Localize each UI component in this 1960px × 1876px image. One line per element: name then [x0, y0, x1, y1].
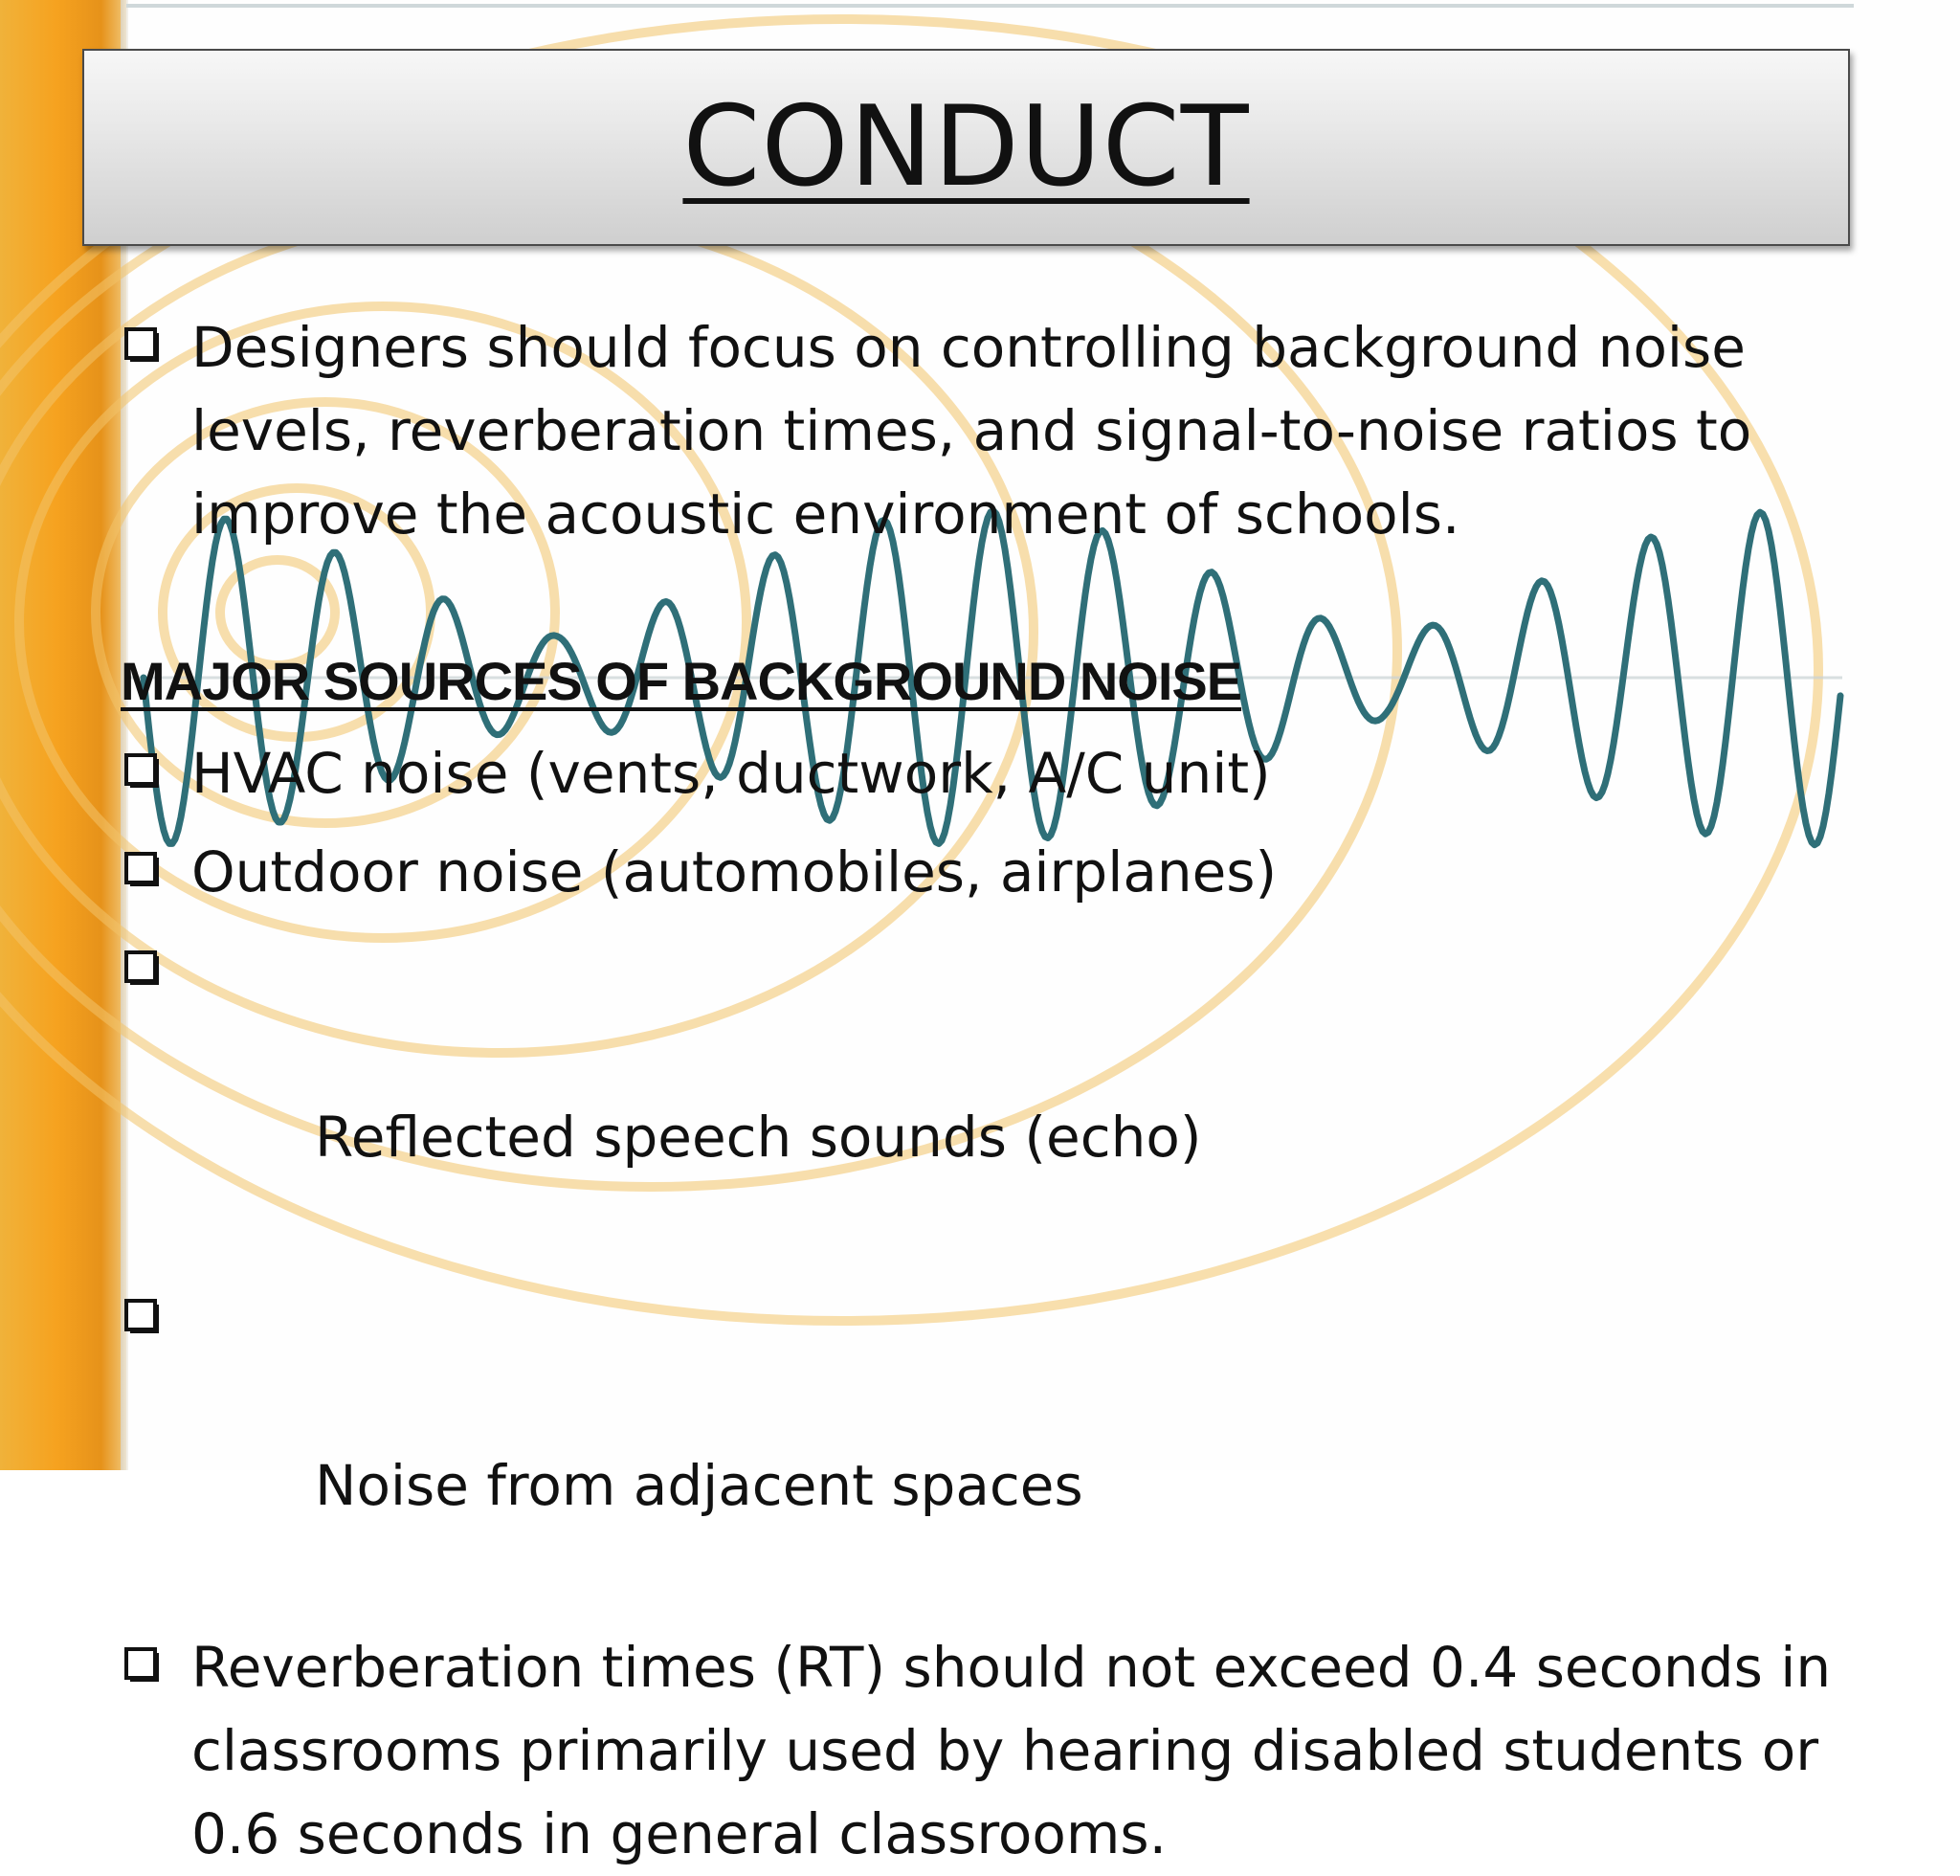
source-item — [121, 929, 1920, 1262]
checkbox-icon — [124, 1647, 163, 1686]
slide-body — [121, 306, 1920, 1876]
rt-note-item — [121, 1626, 1920, 1876]
source-item — [121, 732, 1920, 815]
slide-title: CONDUCT — [682, 82, 1250, 212]
intro-text: Designers should focus on controlling background noise levels, reverberation times, and signal-to-noise ratios to improve the acoustic environment of schools. — [191, 315, 1752, 547]
sources-heading: MAJOR SOURCES OF BACKGROUND NOISE — [121, 651, 1242, 711]
checkbox-icon — [124, 852, 163, 890]
source-item — [121, 831, 1920, 914]
source-item — [121, 1278, 1920, 1611]
intro-item — [121, 306, 1920, 556]
source-text: Outdoor noise (automobiles, airplanes) — [191, 839, 1278, 904]
rt-note-text: Reverberation times (RT) should not exceed 0.4 seconds in classrooms primarily used by hearing disabled students or 0.6 seconds in general classrooms. — [191, 1635, 1832, 1866]
source-text: Reflected speech sounds (echo) — [297, 1105, 1202, 1170]
checkbox-icon — [124, 950, 163, 989]
checkbox-icon — [124, 1299, 163, 1337]
source-text: Noise from adjacent spaces — [297, 1453, 1083, 1518]
title-box — [82, 49, 1850, 246]
checkbox-icon — [124, 327, 163, 366]
checkbox-icon — [124, 753, 163, 792]
source-text: HVAC noise (vents, ductwork, A/C unit) — [191, 741, 1271, 806]
